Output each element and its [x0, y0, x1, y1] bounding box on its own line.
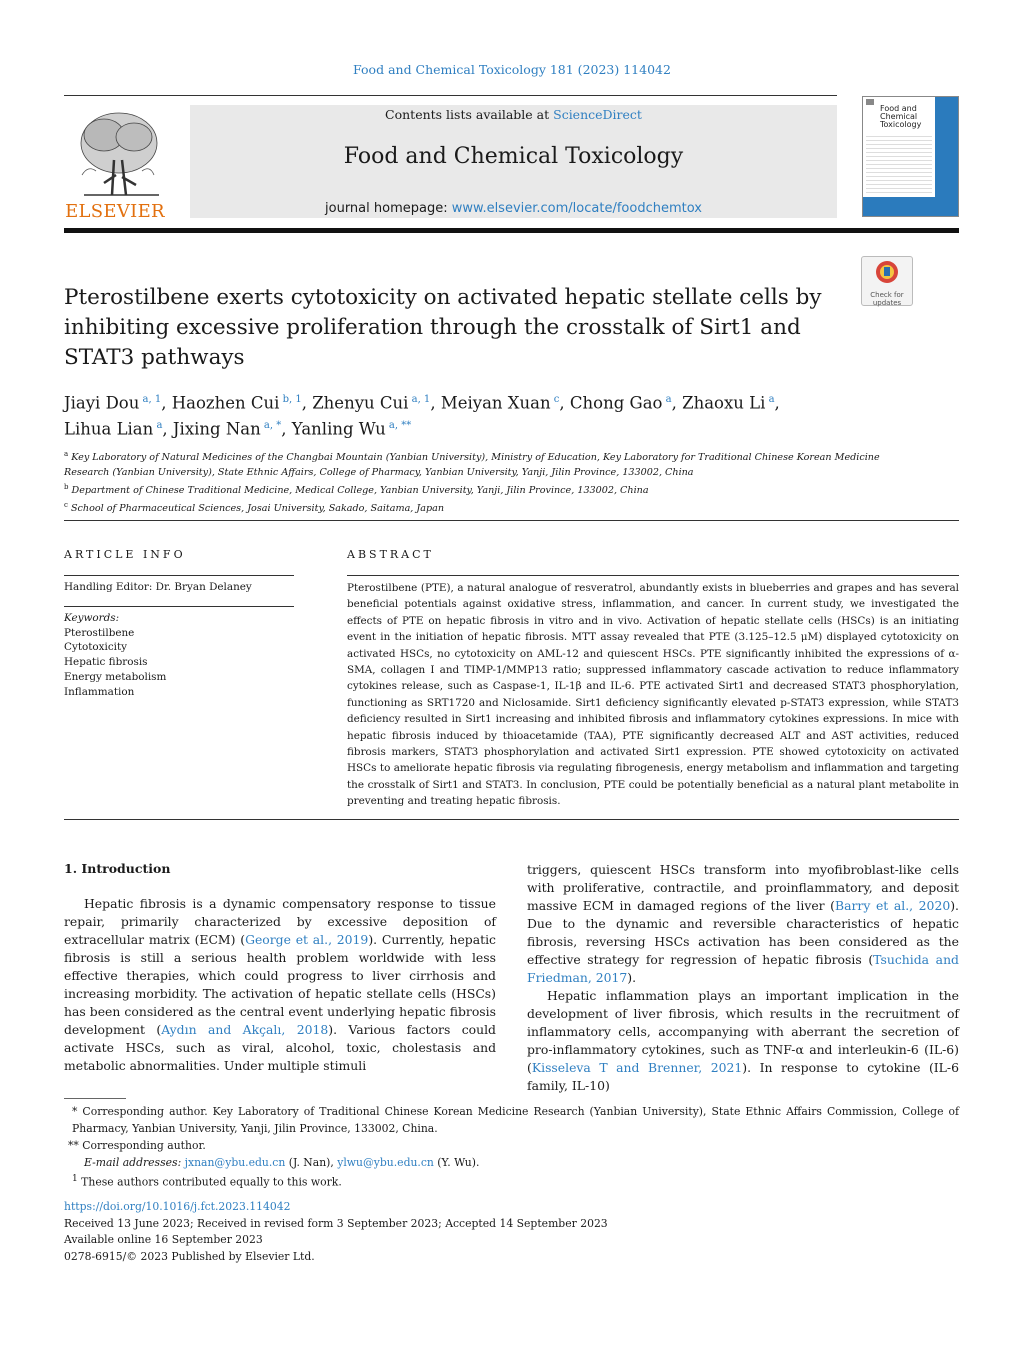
received-dates: Received 13 June 2023; Received in revised form 3 September 2023; Accepted 14 September 2023 [64, 1216, 608, 1230]
check-updates-label [862, 291, 912, 307]
footnote-equal-text: These authors contributed equally to this work. [77, 1175, 342, 1189]
abstract-heading: ABSTRACT [347, 548, 434, 561]
email-owner-wu: (Y. Wu). [433, 1156, 480, 1169]
affiliation-b [64, 480, 904, 498]
l2-author-affil-2[interactable]: a, ** [385, 419, 412, 431]
l1-author-sep-1: , [301, 393, 313, 413]
footnote-corresponding-2: ** Corresponding author. [68, 1139, 206, 1152]
l1-author-name-1[interactable]: Haozhen Cui [171, 393, 280, 413]
l1-author-affil-1[interactable]: b, 1 [279, 394, 302, 405]
l1-author-name-0[interactable]: Jiayi Dou [64, 393, 140, 413]
sciencedirect-link[interactable]: ScienceDirect [553, 107, 642, 122]
doi-link[interactable]: https://doi.org/10.1016/j.fct.2023.114042 [64, 1200, 291, 1213]
abstract-bottom-rule [64, 819, 959, 820]
journal-cover-thumbnail[interactable] [862, 96, 959, 217]
affiliations [64, 447, 904, 517]
affiliation-marker: a [64, 450, 69, 458]
l1-author-affil-2[interactable]: a, 1 [408, 394, 431, 405]
l1-author-affil-0[interactable]: a, 1 [139, 394, 162, 405]
check-updates-icon [862, 257, 912, 287]
check-updates-line-2: updates [872, 299, 902, 307]
intro-paragraph-1 [64, 895, 496, 1075]
cover-elsevier-mark [866, 99, 874, 105]
cover-title-line-2: Chemical [880, 112, 918, 121]
keywords-block [64, 611, 294, 699]
keywords-label: Keywords: [64, 612, 120, 624]
cover-title [880, 105, 921, 129]
introduction-heading: 1. Introduction [64, 861, 171, 876]
ref-george-2019[interactable]: George et al., 2019 [245, 932, 369, 947]
keyword-item: Hepatic fibrosis [64, 656, 148, 669]
intro-p2-text-b: ). In response to cytokine (IL-6 family, IL-10) [527, 1060, 959, 1093]
publication-info [64, 1199, 959, 1265]
author-line-1 [64, 389, 864, 415]
article-info-heading: ARTICLE INFO [64, 548, 186, 561]
l2-author-affil-0[interactable]: a [153, 419, 163, 431]
keyword-item: Inflammation [64, 685, 135, 698]
journal-name: Food and Chemical Toxicology [343, 144, 684, 169]
l1-author-sep-0: , [161, 393, 172, 413]
ref-barry-2020[interactable]: Barry et al., 2020 [835, 898, 951, 913]
available-online: Available online 16 September 2023 [64, 1233, 263, 1246]
intro-p1-text-a: Hepatic fibrosis is a dynamic compensatory response to tissue repair, primarily characterized by excessive deposition of extracellular matrix (ECM) ( [64, 896, 496, 947]
l1-author-name-5[interactable]: Zhaoxu Li [682, 393, 766, 413]
l1-author-sep-4: , [671, 393, 683, 413]
l2-author-name-0[interactable]: Lihua Lian [64, 419, 154, 438]
footnote-equal-contribution [64, 1171, 959, 1191]
author-line-2 [64, 415, 864, 441]
intro-c2-text-c: ). [627, 970, 637, 985]
keywords-list [64, 626, 294, 700]
l2-author-name-2[interactable]: Yanling Wu [291, 419, 386, 438]
email-link-wu[interactable]: ylwu@ybu.edu.cn [337, 1156, 434, 1169]
cover-blue-stripe [935, 97, 958, 216]
copyright: 0278-6915/© 2023 Published by Elsevier Ltd. [64, 1249, 315, 1263]
email-owner-nan: (J. Nan), [285, 1156, 338, 1169]
footnote-emails [64, 1154, 959, 1171]
header-rule [64, 95, 837, 96]
l1-author-name-3[interactable]: Meiyan Xuan [440, 393, 551, 413]
l1-author-sep-2: , [430, 393, 441, 413]
affiliation-rule [64, 520, 959, 521]
l2-author-sep-0: , [162, 419, 173, 438]
footnotes [64, 1103, 959, 1191]
l2-author-name-1[interactable]: Jixing Nan [172, 419, 261, 438]
affiliation-text: Department of Chinese Traditional Medicine, Medical College, Yanbian University, Yanji, Jilin Province, 133002, China [68, 485, 649, 497]
l2-author-affil-1[interactable]: a, * [260, 419, 282, 431]
affiliation-marker: c [64, 501, 68, 510]
l2-author-sep-1: , [281, 419, 292, 438]
affiliation-text: School of Pharmaceutical Sciences, Josai University, Sakado, Saitama, Japan [67, 503, 444, 515]
l1-author-affil-4[interactable]: a [662, 394, 672, 405]
l1-author-sep-5: , [774, 393, 780, 413]
cover-contents-lines [866, 133, 932, 195]
affiliation-marker: b [64, 483, 69, 492]
cover-bottom-band [863, 197, 935, 216]
intro-column-1 [64, 895, 496, 1075]
handling-editor: Handling Editor: Dr. Bryan Delaney [64, 581, 252, 593]
article-info-rule [64, 575, 294, 576]
intro-paragraph-1-cont [527, 861, 959, 987]
l1-author-affil-3[interactable]: c [550, 394, 560, 405]
affiliation-text: Key Laboratory of Natural Medicines of the Changbai Mountain (Yanbian University), Ministry of Education, Key Laboratory for Traditional Chinese Korean Medicine Research (Yanbian University), State Ethnic Affairs, College of Pharmacy, Yanbian University, Yanji, Jilin Province, 133002, China [64, 452, 880, 479]
intro-paragraph-2 [527, 987, 959, 1095]
footnote-marker: 1 [72, 1174, 78, 1184]
affiliation-a [64, 447, 904, 480]
check-updates-line-1: Check for [870, 291, 904, 299]
keyword-item: Pterostilbene [64, 626, 135, 639]
abstract-text: Pterostilbene (PTE), a natural analogue of resveratrol, abundantly exists in blueberries and grapes and has several beneficial potentials against oxidative stress, inflammation, and cancer. In current study, we investigated the effects of PTE on hepatic fibrosis in vitro and in vivo. Activation of hepatic stellate cells (HSCs) is an initiating event in the initiation of hepatic fibrosis. MTT assay revealed that PTE (3.125–12.5 μM) displayed cytotoxicity on activated HSCs, no cytotoxicity on AML-12 and quiescent HSCs. PTE significantly inhibited the expressions of α-SMA, collagen I and TIMP-1/MMP13 ratio; suppressed inflammatory cascade activation to reduce inflammatory cytokines release, such as Caspase-1, IL-1β and IL-6. PTE activated Sirt1 and decreased STAT3 phosphorylation, functioning as SRT1720 and Niclosamide. Sirt1 deficiency significantly elevated p-STAT3 expression, while STAT3 deficiency resulted in Sirt1 increasing and inhibited fibrosis and inflammatory cytokines expressions. In mice with hepatic fibrosis induced by thioacetamide (TAA), PTE significantly decreased ALT and AST activities, reduced fibrosis markers, STAT3 phosphorylation and activated Sirt1 expression. PTE showed cytotoxicity on activated HSCs to ameliorate hepatic fibrosis via regulating fibrogenesis, energy metabolism and inflammation and targeting the crosstalk of Sirt1 and STAT3. In conclusion, PTE could be potentially beneficial as a natural plant metabolite in preventing and treating hepatic fibrosis. [347, 582, 959, 808]
header-thick-rule [64, 228, 959, 233]
intro-c2-text-a: triggers, quiescent HSCs transform into myofibroblast-like cells with proliferative, contractile, and proinflammatory, and deposit massive ECM in damaged regions of the liver ( [527, 862, 959, 913]
ref-tsuchida-2017[interactable]: Tsuchida and Friedman, 2017 [527, 952, 959, 985]
email-label: E-mail addresses: [84, 1156, 185, 1169]
elsevier-wordmark: ELSEVIER [65, 201, 165, 222]
homepage-prefix: journal homepage: [325, 201, 452, 216]
l1-author-sep-3: , [559, 393, 570, 413]
abstract-rule [347, 575, 959, 576]
intro-p2-text-a: Hepatic inflammation plays an important implication in the development of liver fibrosis, which results in the recruitment of inflammatory cells, accompanying with aberrant the secretion of pro-inflammatory cytokines, such as TNF-α and interleukin-6 (IL-6) ( [527, 988, 959, 1075]
keyword-item: Cytotoxicity [64, 641, 128, 654]
intro-p1-text-b: ). Currently, hepatic fibrosis is still a serious health problem worldwide with less effective therapies, which could progress to liver cirrhosis and increasing morbidity. The activation of hepatic stellate cells (HSCs) has been considered as the central event underlying hepatic fibrosis development ( [64, 932, 496, 1037]
article-title: Pterostilbene exerts cytotoxicity on activated hepatic stellate cells by inhibiting excessive proliferation through the crosstalk of Sirt1 and STAT3 pathways [64, 285, 822, 370]
affiliation-c [64, 498, 904, 516]
l1-author-affil-5[interactable]: a [765, 394, 775, 405]
ref-kisseleva-2021[interactable]: Kisseleva T and Brenner, 2021 [531, 1060, 743, 1075]
journal-homepage [190, 201, 837, 216]
footnote-rule [64, 1098, 126, 1099]
contents-prefix: Contents lists available at [385, 107, 554, 122]
homepage-link[interactable]: www.elsevier.com/locate/foodchemtox [451, 201, 702, 216]
keyword-item: Energy metabolism [64, 670, 167, 683]
intro-column-2 [527, 861, 959, 1095]
keywords-rule [64, 606, 294, 607]
ref-aydin-2018[interactable]: Aydın and Akçalı, 2018 [161, 1022, 329, 1037]
l1-author-name-2[interactable]: Zhenyu Cui [312, 393, 409, 413]
cover-title-line-3: Toxicology [880, 120, 922, 129]
contents-line [190, 107, 837, 122]
elsevier-tree-logo [64, 105, 166, 203]
cover-title-line-1: Food and [880, 104, 917, 113]
journal-citation[interactable]: Food and Chemical Toxicology 181 (2023) 114042 [353, 62, 671, 77]
footnote-corresponding-1: * Corresponding author. Key Laboratory of Traditional Chinese Korean Medicine Research (Yanbian University), State Ethnic Affairs Commission, College of Pharmacy, Yanbian University, Yanji, Jilin Province, 133002, China. [72, 1105, 959, 1135]
email-link-nan[interactable]: jxnan@ybu.edu.cn [184, 1156, 286, 1169]
intro-p1-text-c: ). Various factors could activate HSCs, such as viral, alcohol, toxic, cholestasis and metabolic abnormalities. Under multiple stimuli [64, 1022, 496, 1073]
author-list [64, 389, 864, 440]
intro-c2-text-b: ). Due to the dynamic and reversible characteristics of hepatic fibrosis, reversing HSCs activation has been considered as the effective strategy for regression of hepatic fibrosis ( [527, 898, 959, 967]
l1-author-name-4[interactable]: Chong Gao [569, 393, 663, 413]
check-for-updates-button[interactable] [861, 256, 913, 306]
